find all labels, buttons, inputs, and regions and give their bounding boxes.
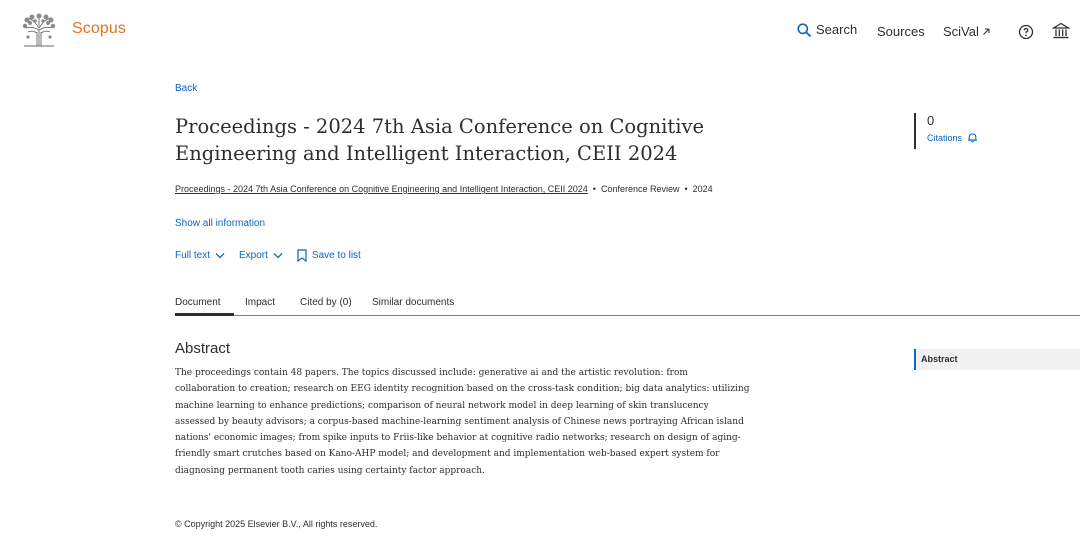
full-text-button[interactable] bbox=[175, 250, 225, 261]
nav-scival-link[interactable] bbox=[943, 24, 991, 39]
side-nav-abstract-label: Abstract bbox=[921, 354, 958, 364]
citations-label: Citations bbox=[927, 132, 963, 143]
citations-alert-link[interactable] bbox=[927, 132, 978, 143]
search-icon bbox=[797, 23, 811, 37]
tab-impact[interactable]: Impact bbox=[245, 297, 276, 308]
bookmark-icon bbox=[297, 249, 307, 262]
nav-search-button[interactable] bbox=[797, 22, 857, 37]
meta-separator: • bbox=[684, 184, 688, 194]
tab-cited-by[interactable]: Cited by (0) bbox=[300, 297, 352, 308]
nav-scival-label: SciVal bbox=[943, 24, 979, 39]
citations-box bbox=[914, 113, 978, 149]
question-circle-icon[interactable] bbox=[1018, 24, 1034, 40]
export-label: Export bbox=[239, 250, 268, 261]
nav-search-label: Search bbox=[816, 22, 858, 37]
export-button[interactable] bbox=[239, 250, 283, 261]
top-header bbox=[0, 0, 1080, 62]
chevron-down-icon bbox=[215, 252, 225, 259]
bell-icon bbox=[967, 132, 978, 143]
tab-document[interactable]: Document bbox=[175, 297, 234, 316]
full-text-label: Full text bbox=[175, 250, 211, 261]
tab-similar-documents[interactable]: Similar documents bbox=[372, 297, 455, 308]
nav-sources-link[interactable]: Sources bbox=[877, 24, 925, 39]
meta-separator: • bbox=[592, 184, 596, 194]
save-to-list-button[interactable] bbox=[297, 249, 361, 262]
elsevier-tree-logo[interactable] bbox=[20, 12, 58, 48]
citations-count: 0 bbox=[927, 113, 935, 128]
document-tabs bbox=[175, 297, 1080, 316]
arrow-up-right-icon bbox=[982, 27, 991, 36]
chevron-down-icon bbox=[273, 252, 283, 259]
publication-year: 2024 bbox=[692, 184, 713, 194]
document-meta bbox=[175, 181, 775, 197]
side-nav-abstract[interactable] bbox=[914, 349, 1080, 370]
abstract-heading: Abstract bbox=[175, 340, 231, 357]
document-actions bbox=[175, 249, 375, 262]
save-to-list-label: Save to list bbox=[311, 250, 361, 261]
document-title: Proceedings - 2024 7th Asia Conference on Cognitive Engineering and Intelligent Interaction, CEII 2024 bbox=[175, 115, 705, 165]
document-type: Conference Review bbox=[600, 184, 680, 194]
brand-name[interactable]: Scopus bbox=[72, 20, 126, 37]
source-title-link[interactable]: Proceedings - 2024 7th Asia Conference on Cognitive Engineering and Intelligent Interaction, CEII 2024 bbox=[175, 184, 588, 194]
institution-building-icon[interactable] bbox=[1052, 22, 1070, 40]
copyright-notice: © Copyright 2025 Elsevier B.V., All rights reserved. bbox=[175, 519, 378, 529]
abstract-text: The proceedings contain 48 papers. The topics discussed include: generative ai and the artistic revolution: from collaboration to creation; research on EEG identity recognition based on the cross-task condition; big data analytics: utilizing machine learning to enhance predictions; comparison of neural network model in deep learning of skin translucency assessed by beauty advisors; a corpus-based machine-learning sentiment analysis of Chinese news portraying African island nations' economic images; from spike inputs to Friis-like behavior at cognitive radio networks; research on design of aging-friendly smart crutches based on Kano-AHP model; and development and implementation web-based expert system for diagnosing permanent tooth caries using certainty factor approach. bbox=[175, 368, 750, 476]
show-all-information-link[interactable]: Show all information bbox=[175, 218, 266, 229]
back-link[interactable]: Back bbox=[175, 83, 198, 94]
